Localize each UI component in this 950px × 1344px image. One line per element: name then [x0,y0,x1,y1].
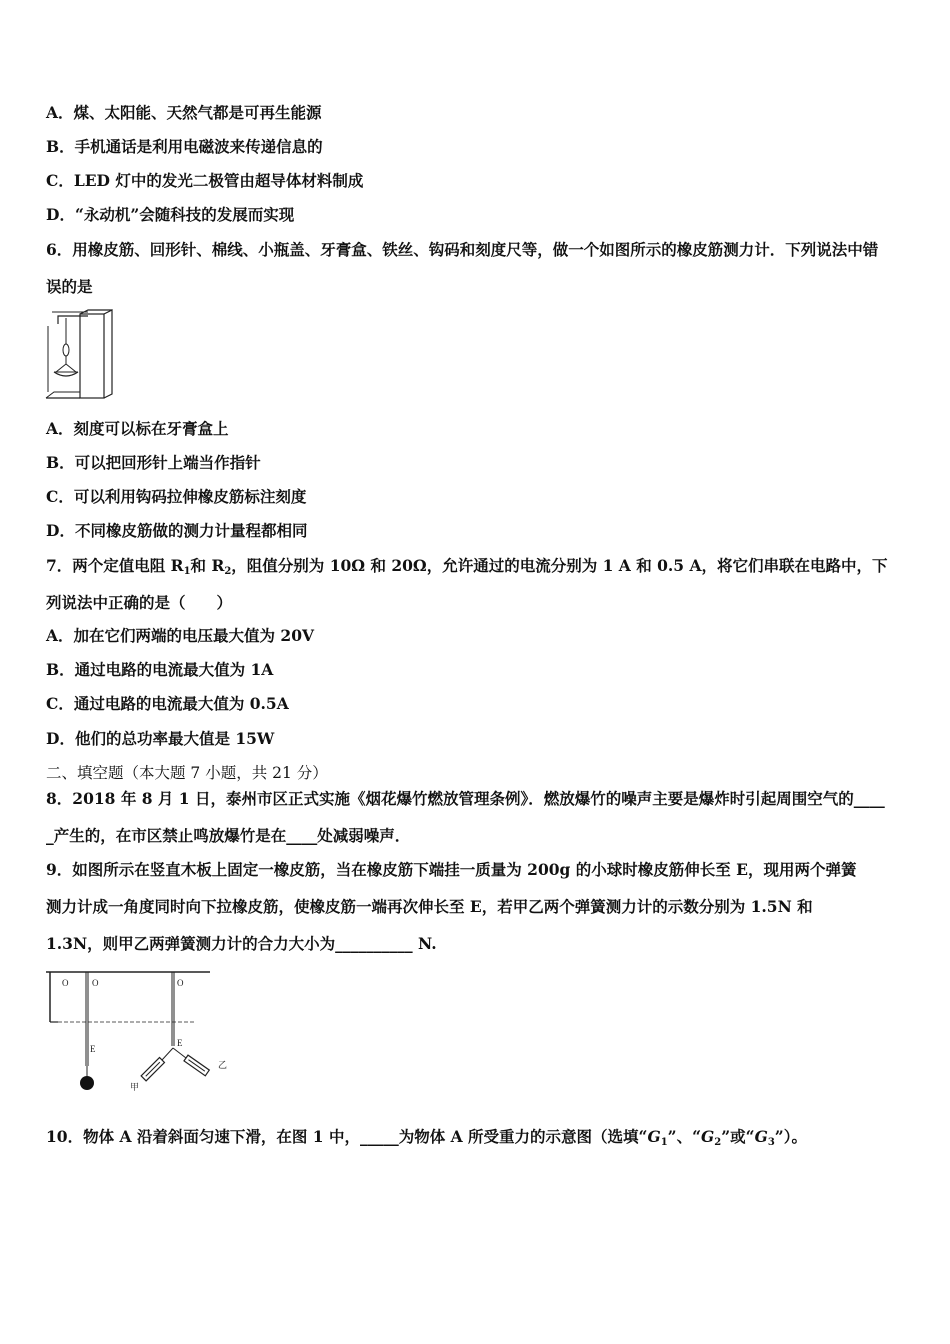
point-o-label: O [177,978,184,988]
q6-option-d: D．不同橡皮筋做的测力计量程都相同 [46,521,308,540]
q7-option-c: C．通过电路的电流最大值为 0.5A [46,694,289,713]
spring-scale-figure [44,966,244,1100]
q6-stem-line-2: 误的是 [46,277,93,296]
q8-line-1: 8．2018 年 8 月 1 日，泰州市区正式实施《烟花爆竹燃放管理条例》．燃放爆竹的噪声主要是爆炸时引起周围空气的____ [46,789,885,808]
q7-stem-line-1: 7．两个定值电阻 $R_1$和 $R_2$，阻值分别为 10Ω 和 20Ω，允许通过的电流分别为 1 A 和 0.5 A，将它们串联在电路中，下 [46,556,888,577]
q9-line-3: 1.3N，则甲乙两弹簧测力计的合力大小为__________ N. [46,934,437,953]
scale-jia-label: 甲 [130,1082,140,1092]
section-heading-fill-in: 二、填空题（本大题 7 小题，共 21 分） [46,764,328,782]
scale-yi-label: 乙 [218,1060,228,1070]
q6-option-b: B．可以把回形针上端当作指针 [46,453,261,472]
q7-stem-line-2: 列说法中正确的是（ ） [46,593,233,612]
point-e-label: E [177,1038,183,1048]
q5-option-a: A．煤、太阳能、天然气都是可再生能源 [46,103,322,122]
q5-option-d: D．“永动机”会随科技的发展而实现 [46,205,295,224]
rubber-band-scale-figure [44,306,122,410]
q9-line-2: 测力计成一角度同时向下拉橡皮筋，使橡皮筋一端再次伸长至 E，若甲乙两个弹簧测力计的示数分别为 1.5N 和 [46,897,813,916]
q7-option-a: A．加在它们两端的电压最大值为 20V [46,626,315,645]
point-o-label: O [62,978,69,988]
q6-option-c: C．可以利用钩码拉伸橡皮筋标注刻度 [46,487,307,506]
q7-option-b: B．通过电路的电流最大值为 1A [46,660,274,679]
ball [80,1076,94,1090]
q5-option-b: B．手机通话是利用电磁波来传递信息的 [46,137,323,156]
q9-line-1: 9．如图所示在竖直木板上固定一橡皮筋，当在橡皮筋下端挂一质量为 200g 的小球时橡皮筋伸长至 E，现用两个弹簧 [46,860,857,879]
q8-line-2: _产生的，在市区禁止鸣放爆竹是在____处减弱噪声． [46,826,411,845]
q5-option-c: C．LED 灯中的发光二极管由超导体材料制成 [46,171,364,190]
q7-option-d: D．他们的总功率最大值是 15W [46,729,275,748]
point-o-label: O [92,978,99,988]
point-e-label: E [90,1044,96,1054]
q6-option-a: A．刻度可以标在牙膏盒上 [46,419,229,438]
q10-stem: 10．物体 A 沿着斜面匀速下滑，在图 1 中，_____为物体 A 所受重力的示意图（选填“$G_1$”、“$G_2$”或“$G_3$”）。 [46,1127,807,1148]
q6-stem-line-1: 6．用橡皮筋、回形针、棉线、小瓶盖、牙膏盒、铁丝、钩码和刻度尺等，做一个如图所示的橡皮筋测力计．下列说法中错 [46,240,879,259]
